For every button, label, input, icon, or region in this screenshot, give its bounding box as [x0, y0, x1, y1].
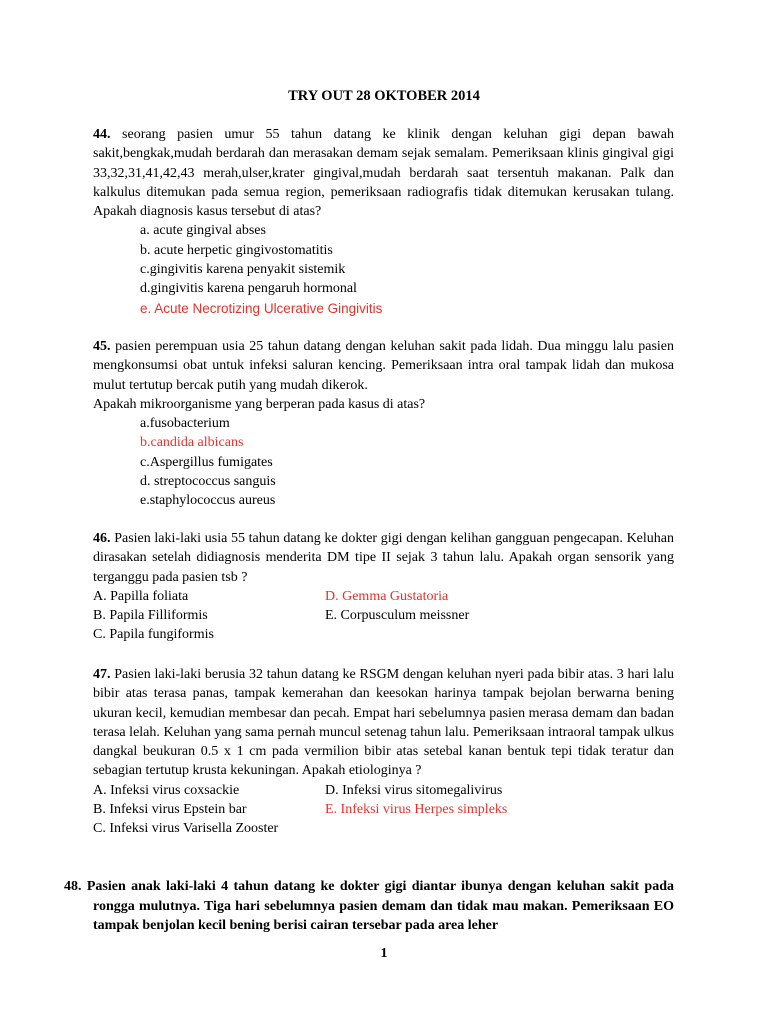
- options-list: [93, 221, 674, 317]
- question-number: 46.: [93, 531, 111, 546]
- option-c: C. Infeksi virus Varisella Zooster: [93, 821, 279, 837]
- option-c: c.Aspergillus fumigates: [140, 454, 273, 470]
- question-number: 44.: [93, 127, 111, 142]
- question-46-text: [93, 529, 674, 587]
- option-c: C. Papila fungiformis: [93, 627, 214, 643]
- option-a: a.fusobacterium: [140, 416, 230, 432]
- question-45: [93, 337, 674, 511]
- question-body: Pasien laki-laki berusia 32 tahun datang ke RSGM dengan keluhan nyeri pada bibir atas. 3 hari lalu bibir atas terasa panas, tampak kemerahan dan keesokan harinya tampak bejolan berwarna bening ukuran kecil, kemudian membesar dan pecah. Empat hari sebelumnya pasien merasa demam dan badan terasa lelah. Keluhan yang sama pernah muncul setenag tahun lalu. Pemeriksaan intraoral tampak ulkus dangkal beukuran 0.5 x 1 cm pada vermilion bibir atas setebal kanan bentuk tepi tidak teratur dan sebagian tertutup krusta kekuningan. Apakah etiologinya ?: [93, 667, 674, 779]
- question-47: [93, 665, 674, 839]
- option-c: c.gingivitis karena penyakit sistemik: [140, 262, 346, 278]
- question-body: pasien perempuan usia 25 tahun datang dengan keluhan sakit pada lidah. Dua minggu lalu pasien mengkonsumsi obat untuk infeksi saluran kencing. Pemeriksaan intra oral tampak lidah dan mukosa mulut tertutup bercak putih yang mudah dikerok.: [93, 339, 675, 393]
- options-list: [93, 414, 674, 510]
- page-title: TRY OUT 28 OKTOBER 2014: [288, 88, 480, 104]
- option-b: b. acute herpetic gingivostomatitis: [140, 242, 333, 258]
- option-d: d. streptococcus sanguis: [140, 474, 276, 490]
- option-b: B. Papila Filliformis: [93, 608, 208, 624]
- question-body: seorang pasien umur 55 tahun datang ke klinik dengan keluhan gigi depan bawah sakit,bengkak,mudah berdarah dan merasakan demam sejak semalam. Pemeriksaan klinis gingival gigi 33,32,31,41,42,43 merah,ulser,krater gingival,mudah berdarah saat tersentuh makanan. Palk dan kalkulus ditemukan pada semua region, pemeriksaan radiografis tidak ditemukan kerusakan tulang. Apakah diagnosis kasus tersebut di atas?: [93, 127, 674, 220]
- option-b-answer: b.candida albicans: [140, 435, 244, 451]
- option-e-answer: E. Infeksi virus Herpes simpleks: [325, 802, 508, 818]
- option-e-answer: e. Acute Necrotizing Ulcerative Gingivitis: [140, 300, 383, 316]
- question-47-text: [93, 665, 674, 781]
- option-a: a. acute gingival abses: [140, 223, 266, 239]
- question-48-text: [64, 877, 674, 936]
- question-48: [64, 877, 674, 936]
- option-d: D. Infeksi virus sitomegalivirus: [325, 782, 503, 798]
- question-44: [93, 125, 674, 318]
- question-body: Pasien anak laki-laki 4 tahun datang ke dokter gigi diantar ibunya dengan keluhan sakit pada rongga mulutnya. Tiga hari sebelumnya pasien demam dan tidak mau makan. Pemeriksaan EO tampak benjolan kecil bening berisi cairan tersebar pada area leher: [86, 879, 674, 934]
- question-number: 45.: [93, 339, 111, 354]
- question-45-prompt: Apakah mikroorganisme yang berperan pada kasus di atas?: [93, 396, 426, 412]
- option-d: d.gingivitis karena pengaruh hormonal: [140, 281, 357, 297]
- question-body: Pasien laki-laki usia 55 tahun datang ke dokter gigi dengan kelihan gangguan pengecapan. Keluhan dirasakan setelah didiagnosis menderita DM tipe II sejak 3 tahun lalu. Apakah organ sensorik yang terganggu pada pasien tsb ?: [93, 531, 675, 585]
- question-number: 48.: [64, 879, 82, 894]
- option-a: A. Infeksi virus coxsackie: [93, 782, 240, 798]
- option-b: B. Infeksi virus Epstein bar: [93, 802, 247, 818]
- options-grid: [93, 781, 674, 839]
- option-a: A. Papilla foliata: [93, 588, 189, 604]
- page-number: 1: [380, 946, 388, 961]
- question-46: [93, 529, 674, 645]
- question-number: 47.: [93, 667, 111, 682]
- question-44-text: [93, 125, 674, 221]
- option-e: E. Corpusculum meissner: [325, 608, 470, 624]
- question-45-text: [93, 337, 674, 395]
- option-d-answer: D. Gemma Gustatoria: [325, 588, 449, 604]
- options-grid: [93, 587, 674, 645]
- option-e: e.staphylococcus aureus: [140, 493, 276, 509]
